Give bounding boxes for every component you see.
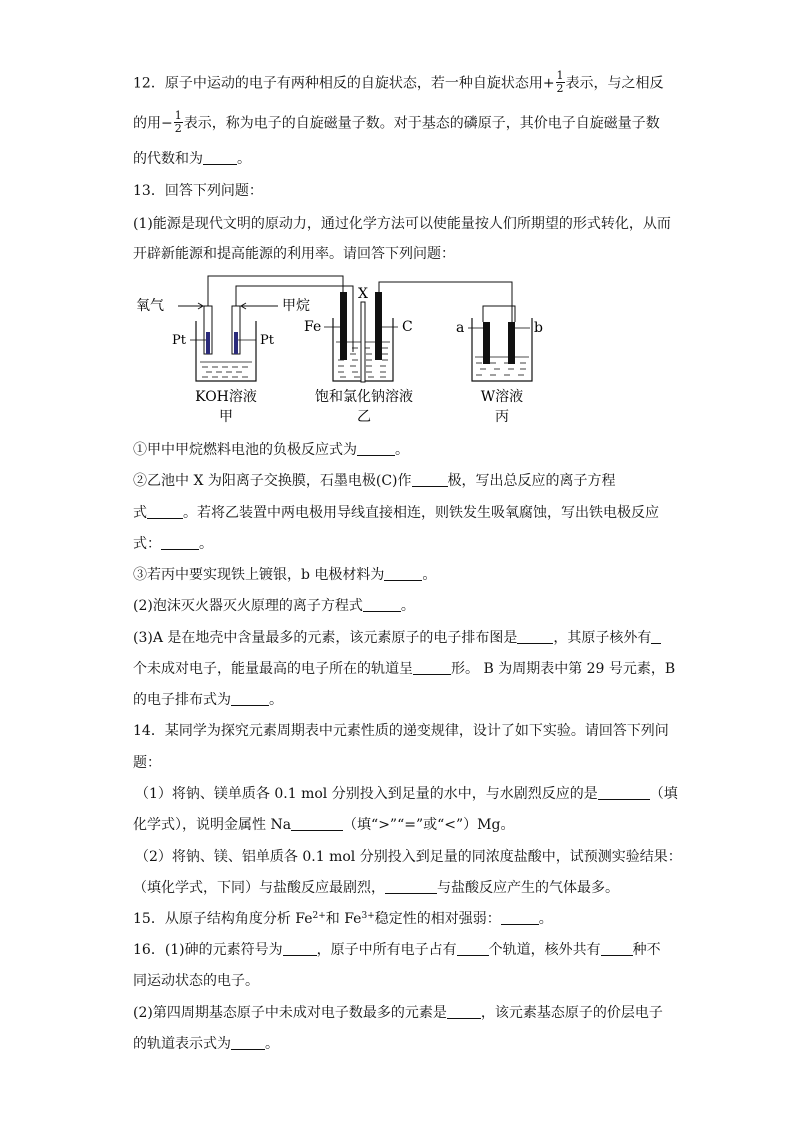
label-cell-jia: 甲 (219, 409, 233, 425)
q13-part-2: (2)泡沫灭火器灭火原理的离子方程式 。 (133, 598, 415, 614)
pt-electrode-left (206, 332, 210, 354)
q13-sub-2-line-3: 式： 。 (133, 536, 213, 552)
q14-sub-2-line-2: （填化学式，下同）与盐酸反应最剧烈， 与盐酸反应产生的气体最多。 (133, 880, 619, 896)
q14-line-1: 14．某同学为探究元素周期表中元素性质的递变规律，设计了如下实验。请回答下列问 (133, 723, 669, 739)
label-cell-yi: 乙 (357, 409, 371, 425)
q12-line-2 (133, 111, 660, 136)
answer-blank[interactable] (283, 941, 317, 956)
answer-blank[interactable] (161, 535, 199, 550)
q13-sub-1: ①甲中甲烷燃料电池的负极反应式为 。 (133, 442, 409, 458)
answer-blank[interactable] (457, 941, 489, 956)
label-pt-left: Pt (172, 333, 186, 348)
answer-blank[interactable] (601, 941, 633, 956)
label-cell-bing: 丙 (495, 409, 509, 425)
answer-blank[interactable] (147, 504, 183, 519)
q14-line-2: 题： (133, 755, 161, 771)
electrode-a (483, 322, 490, 364)
q16-line-1: 16．(1)砷的元素符号为 ，原子中所有电子占有 个轨道，核外共有 种不 (133, 942, 661, 958)
electrode-b (508, 322, 515, 364)
q12-text-b: 表示，与之相反 (565, 75, 664, 92)
wire-left (208, 276, 343, 352)
q16-part-2-line-2: 的轨道表示式为 。 (133, 1036, 279, 1052)
answer-blank[interactable] (291, 816, 343, 831)
ion-exchange-membrane (361, 302, 365, 382)
answer-blank[interactable] (363, 597, 401, 612)
q13-sub-2-line-1: ②乙池中 X 为阳离子交换膜，石墨电极(C)作 极，写出总反应的离子方程 (133, 473, 616, 489)
label-methane: 甲烷 (282, 298, 310, 314)
answer-blank[interactable] (357, 441, 395, 456)
answer-blank[interactable] (384, 566, 422, 581)
q12-line-3: 的代数和为 。 (133, 151, 251, 167)
label-a: a (456, 320, 465, 336)
label-pt-right: Pt (260, 333, 274, 348)
solution-jia (200, 362, 252, 377)
answer-blank[interactable] (385, 879, 437, 894)
beaker-bing (472, 318, 532, 381)
answer-blank[interactable] (231, 1035, 265, 1050)
q13-sub-3: ③若丙中要实现铁上镀银，b 电极材料为 。 (133, 567, 437, 583)
wire-left-inner (236, 286, 353, 352)
wire-bing (483, 306, 515, 322)
answer-blank[interactable] (598, 785, 650, 800)
q12-text-c: 的用− (133, 115, 173, 132)
answer-blank[interactable] (651, 629, 661, 644)
q13-part-3-line-1: (3)A 是在地壳中含量最多的元素，该元素原子的电子排布图是 ，其原子核外有 (133, 628, 661, 648)
q14-sub-2-line-1: （2）将钠、镁、铝单质各 0.1 mol 分别投入到足量的同浓度盐酸中，试预测实验结果： (135, 849, 682, 865)
q13-part-3-line-2: 个未成对电子，能量最高的电子所在的轨道呈 形。 B 为周期表中第 29 号元素，B (133, 661, 676, 677)
q13-heading: 13．回答下列问题： (133, 183, 263, 199)
q13-p1-line-2: 开辟新能源和提高能源的利用率。请回答下列问题： (133, 246, 455, 262)
q14-sub-1-line-1: （1）将钠、镁单质各 0.1 mol 分别投入到足量的水中，与水剧烈反应的是 （填 (135, 786, 678, 802)
label-koh-solution: KOH溶液 (195, 389, 257, 405)
q13-sub-2-line-2: 式 。若将乙装置中两电极用导线直接相连，则铁发生吸氧腐蚀，写出铁电极反应 (133, 505, 659, 521)
answer-blank[interactable] (501, 910, 539, 925)
electrochemical-cells-diagram (128, 266, 568, 436)
label-c: C (402, 319, 413, 335)
answer-blank[interactable] (447, 1004, 481, 1019)
q16-part-2-line-1: (2)第四周期基态原子中未成对电子数最多的元素是 ，该元素基态原子的价层电子 (133, 1005, 663, 1021)
q16-line-2: 同运动状态的电子。 (133, 973, 259, 989)
wire-right (379, 282, 512, 352)
q12-text-a: 12．原子中运动的电子有两种相反的自旋状态，若一种自旋状态用+ (133, 75, 555, 92)
answer-blank[interactable] (517, 629, 553, 644)
answer-blank[interactable] (203, 150, 237, 165)
fe-electrode (340, 292, 347, 360)
graphite-electrode (375, 292, 382, 360)
label-nacl-solution: 饱和氯化钠溶液 (315, 389, 413, 405)
fraction-half-positive: $\frac{1}{2}$ (556, 69, 564, 95)
answer-blank[interactable] (231, 691, 269, 706)
pt-electrode-right (234, 332, 238, 354)
label-membrane-x: X (358, 286, 368, 302)
q13-part-3-line-3: 的电子排布式为 。 (133, 692, 283, 708)
answer-blank[interactable] (412, 472, 448, 487)
q12-line-1 (133, 71, 664, 96)
q14-sub-1-line-2: 化学式），说明金属性 Na （填“>”“=”或“<”）Mg。 (133, 817, 515, 833)
label-fe: Fe (304, 319, 322, 335)
fraction-half-negative: $\frac{1}{2}$ (174, 109, 182, 135)
label-b: b (534, 320, 543, 336)
label-oxygen: 氧气 (136, 298, 164, 314)
answer-blank[interactable] (413, 660, 451, 675)
q13-p1-line-1: (1)能源是现代文明的原动力，通过化学方法可以使能量按人们所期望的形式转化，从而 (133, 216, 671, 232)
label-w-solution: W溶液 (480, 389, 524, 405)
q15-line: 15．从原子结构角度分析 $Fe^{2+}$和 $Fe^{3+}$稳定性的相对强弱： 。 (133, 911, 553, 927)
q12-text-d: 表示，称为电子的自旋磁量子数。对于基态的磷原子，其价电子自旋磁量子数 (183, 115, 660, 132)
